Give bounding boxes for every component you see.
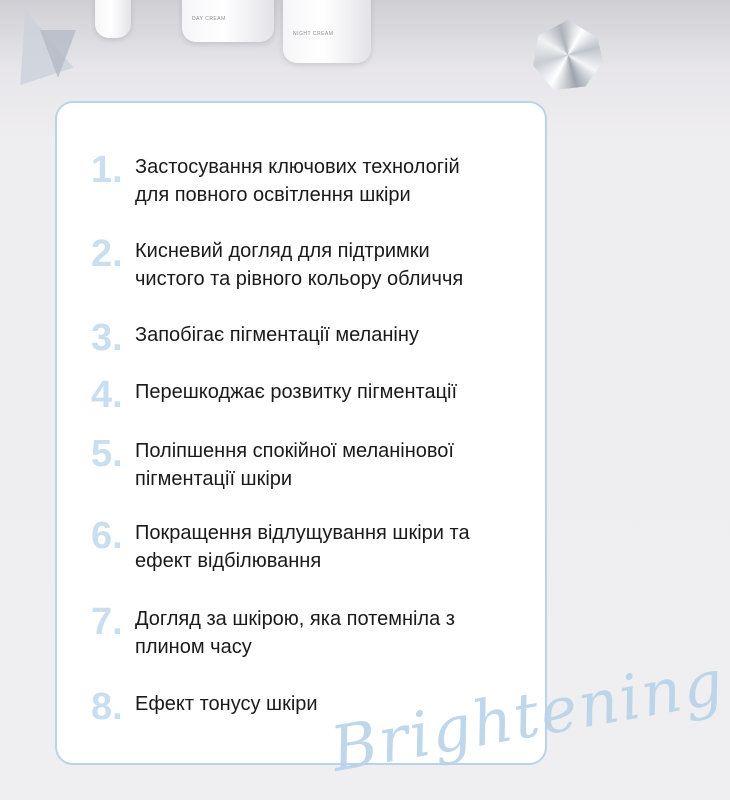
item-text: Перешкоджає розвитку пігментації xyxy=(135,381,458,403)
item-number: 2. xyxy=(91,233,123,275)
list-item xyxy=(91,601,521,661)
list-item xyxy=(91,515,521,575)
diamond-decoration xyxy=(533,20,603,90)
jar-label: NIGHT CREAM xyxy=(293,31,334,37)
item-number: 7. xyxy=(91,601,123,643)
list-item xyxy=(91,317,521,359)
item-text: Покращення відлущування шкіри та ефект відбілювання xyxy=(135,522,470,572)
item-number: 3. xyxy=(91,317,123,359)
brightening-script-text: Brightening xyxy=(325,644,730,786)
item-text: Ефект тонусу шкіри xyxy=(135,693,318,715)
crystal-decoration xyxy=(40,30,76,78)
item-number: 1. xyxy=(91,149,123,191)
item-text: Кисневий догляд для підтримки чистого та рівного кольору обличчя xyxy=(135,240,464,290)
benefits-card xyxy=(55,101,547,765)
product-jar xyxy=(95,0,131,38)
list-item xyxy=(91,433,521,493)
list-item xyxy=(91,149,521,209)
product-jar-day-cream xyxy=(182,0,274,42)
item-text: Запобігає пігментації меланіну xyxy=(135,324,419,346)
list-item xyxy=(91,374,521,416)
item-number: 4. xyxy=(91,374,123,416)
item-text: Догляд за шкірою, яка потемніла з плином часу xyxy=(135,608,455,658)
jar-label: DAY CREAM xyxy=(192,16,226,22)
item-text: Застосування ключових технологій для повного освітлення шкіри xyxy=(135,156,460,206)
item-number: 5. xyxy=(91,433,123,475)
list-item xyxy=(91,233,521,293)
item-number: 8. xyxy=(91,686,123,728)
item-number: 6. xyxy=(91,515,123,557)
product-jar-night-cream xyxy=(283,0,371,63)
item-text: Поліпшення спокійної меланінової пігментації шкіри xyxy=(135,440,454,490)
